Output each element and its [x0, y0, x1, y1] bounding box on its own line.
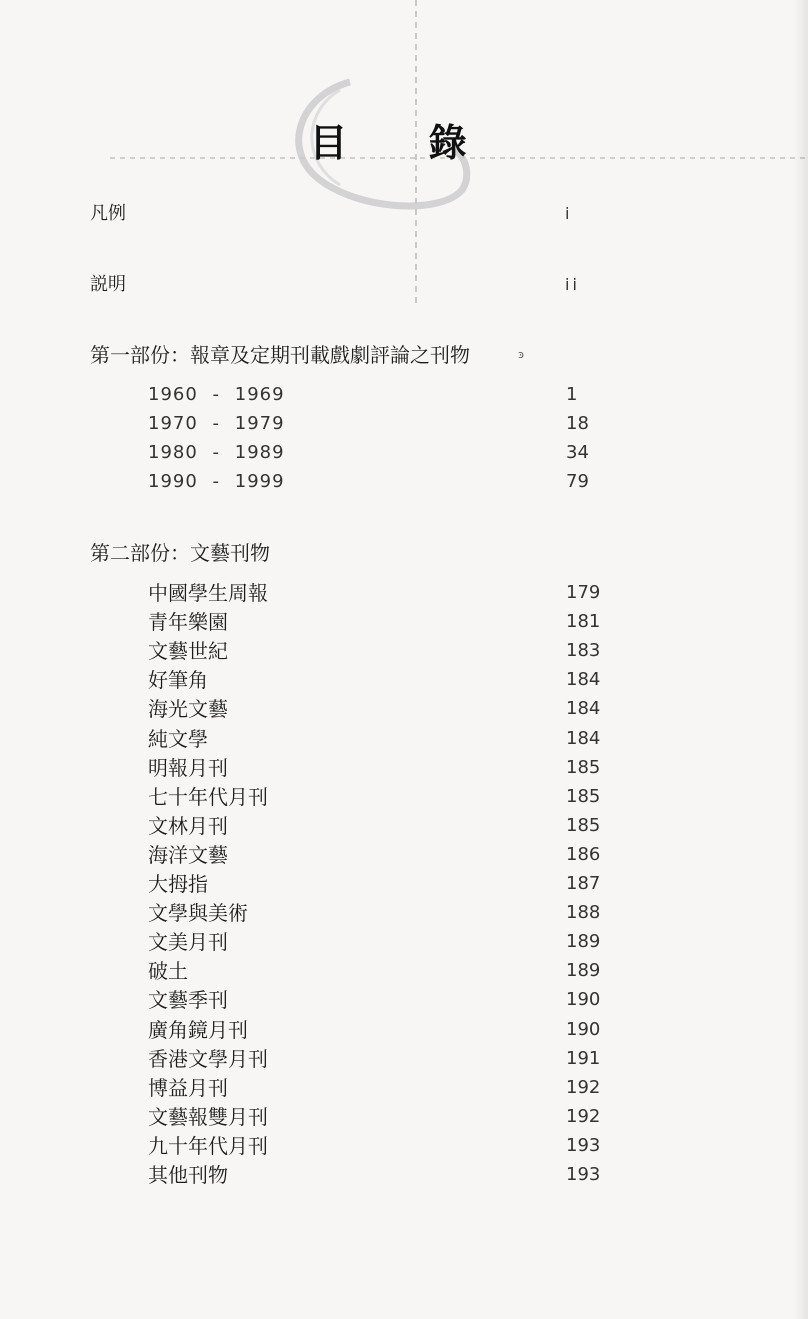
toc-entry-label: 1970 - 1979 [148, 413, 285, 434]
toc-entry-page: 34 [566, 442, 589, 463]
toc-entry-label: 明報月刊 [148, 755, 228, 780]
toc-entry-label: 文林月刊 [148, 813, 228, 838]
toc-entry-label: 1980 - 1989 [148, 442, 285, 463]
toc-entry-page: 1 [566, 384, 578, 405]
toc-entry-page: 191 [566, 1047, 601, 1069]
toc-page: 目 錄 凡例 i 説明 ii 第一部份：報章及定期刊載戲劇評論之刊物 ꜿ 1960 - 1969 1 1970 - 1979 18 1980 - 1989 34 1990 - 1999 79 第二部份：文藝刊物 中國學生周報 179 青年樂園 181 文藝世紀 183 好筆角 184 海光文藝 184 純文學 184 明報月刊 185 七十年代月刊 185 文林月刊 185 海洋文藝 186 大拇指 187 文學與美術 188 文美月刊 189 破土 189 文藝季刊 190 廣角鏡月刊 190 香港文學月刊 191 博益月刊 192 文藝報雙月刊 192 九十年代月刊 193 其他刊物 193 [0, 0, 808, 1319]
toc-entry-page: 184 [566, 669, 601, 691]
toc-entry-page: 187 [566, 873, 601, 894]
toc-entry-page: 181 [566, 611, 601, 633]
toc-entry-page: 184 [566, 698, 601, 720]
toc-entry-page: 192 [566, 1105, 601, 1127]
toc-entry-label: 廣角鏡月刊 [148, 1017, 248, 1042]
toc-entry-label: 中國學生周報 [148, 581, 268, 605]
toc-entry-label: 青年樂園 [148, 610, 228, 635]
toc-entry-label: 文美月刊 [148, 930, 228, 955]
toc-entry-label: 好筆角 [148, 668, 208, 693]
toc-entry-page: 193 [566, 1134, 601, 1156]
toc-entry-page: 186 [566, 843, 601, 865]
margin-mark: ꜿ [518, 348, 525, 361]
toc-entry-label: 博益月刊 [148, 1075, 228, 1100]
toc-entry-label: 文學與美術 [148, 901, 248, 926]
toc-entry-label: 其他刊物 [148, 1163, 228, 1187]
toc-entry-page: 193 [566, 1164, 601, 1185]
toc-entry-page: i [565, 204, 573, 223]
toc-entry-label: 文藝世紀 [148, 639, 228, 664]
toc-entry-page: 179 [566, 582, 601, 603]
toc-entry-label: 海光文藝 [148, 697, 228, 722]
toc-entry-page: 183 [566, 640, 601, 662]
toc-entry-label: 海洋文藝 [148, 842, 228, 867]
toc-entry-label: 文藝季刊 [148, 988, 228, 1013]
toc-entry-label: 破土 [148, 959, 188, 984]
toc-entry-page: 185 [566, 785, 601, 807]
toc-entry-page: 189 [566, 931, 601, 953]
toc-entry-label: 凡例 [90, 203, 126, 224]
toc-entry-label: 1960 - 1969 [148, 384, 285, 405]
page-edge-shadow [794, 0, 808, 1319]
toc-entry-label: 九十年代月刊 [148, 1133, 268, 1158]
toc-entry-label: 香港文學月刊 [148, 1046, 268, 1071]
toc-entry-label: 大拇指 [148, 872, 208, 896]
toc-entry-label: 1990 - 1999 [148, 471, 285, 492]
toc-entry-page: 184 [566, 727, 601, 749]
toc-entry-label: 七十年代月刊 [148, 784, 268, 809]
toc-entry-page: 188 [566, 902, 601, 924]
toc-entry-label: 説明 [90, 274, 126, 295]
toc-entry-page: ii [565, 275, 580, 294]
toc-entry-page: 18 [566, 413, 589, 434]
toc-entry-page: 185 [566, 756, 601, 778]
toc-entry-page: 190 [566, 1018, 601, 1040]
toc-entry-page: 190 [566, 989, 601, 1011]
toc-entry-page: 79 [566, 471, 589, 492]
toc-entry-label: 文藝報雙月刊 [148, 1104, 268, 1129]
toc-entry-page: 192 [566, 1076, 601, 1098]
toc-entry-page: 185 [566, 814, 601, 836]
toc-entry-label: 純文學 [148, 726, 208, 751]
toc-entry-page: 189 [566, 960, 601, 982]
page-title: 目 錄 [309, 121, 501, 165]
